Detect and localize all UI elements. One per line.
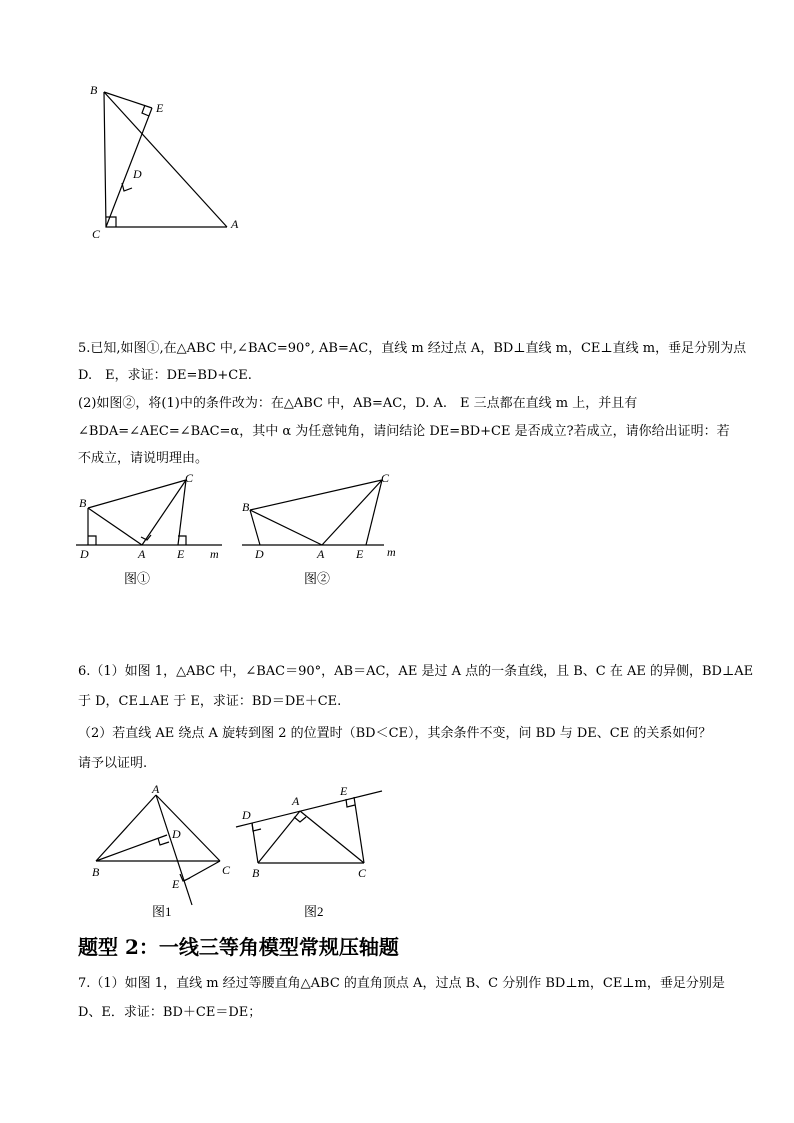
q6-fig2-label-D: D: [242, 808, 251, 822]
q5-line2: D. E，求证：DE=BD+CE.: [78, 368, 252, 383]
q7-line1: 7.（1）如图 1，直线 m 经过等腰直角△ABC 的直角顶点 A，过点 B、C 分别作 BD⊥m，CE⊥m，垂足分别是: [78, 976, 725, 991]
q5-line1: 5.已知,如图①,在△ABC 中,∠BAC=90°, AB=AC，直线 m 经过点 A，BD⊥直线 m，CE⊥直线 m，垂足分别为点: [78, 341, 747, 356]
q5-fig2-label-A: A: [317, 547, 325, 561]
q5-fig1-label-C: C: [185, 471, 194, 485]
q6-fig1-caption: 图1: [152, 904, 172, 919]
q5-line4: ∠BDA=∠AEC=∠BAC=α，其中 α 为任意钝角，请问结论 DE=BD+CE 是否成立?若成立，请你给出证明：若: [78, 424, 730, 439]
q5-fig2-label-m: m: [387, 545, 396, 559]
q5-fig2-label-E: E: [356, 547, 364, 561]
q5-figure-1: [72, 470, 232, 592]
q6-fig1-label-C: C: [222, 863, 231, 877]
q5-fig1-label-D: D: [80, 547, 89, 561]
label-C: C: [92, 227, 101, 241]
q6-fig2-label-C: C: [358, 866, 367, 880]
q5-line5: 不成立，请说明理由。: [78, 451, 209, 466]
q6-fig1-label-D: D: [172, 827, 181, 841]
q7-line2: D、E．求证：BD＋CE＝DE；: [78, 1005, 262, 1020]
label-E: E: [156, 101, 164, 115]
q5-fig2-caption: 图②: [304, 571, 331, 586]
q6-fig1-label-A: A: [152, 783, 160, 796]
q6-fig1-label-E: E: [172, 877, 180, 891]
q6-line2: 于 D，CE⊥AE 于 E，求证：BD＝DE＋CE.: [78, 694, 342, 709]
q6-fig2-caption: 图2: [304, 904, 324, 919]
q5-fig1-caption: 图①: [124, 571, 151, 586]
figure-top-triangle: [80, 76, 250, 246]
q5-line3: (2)如图②，将(1)中的条件改为：在△ABC 中，AB=AC，D. A. E 三点都在直线 m 上，并且有: [78, 396, 638, 411]
q6-fig2-label-A: A: [292, 794, 300, 808]
q5-fig2-label-B: B: [242, 500, 250, 514]
q5-fig1-label-m: m: [210, 547, 219, 561]
section-heading: 题型 2：一线三等角模型常规压轴题: [78, 935, 399, 959]
label-B: B: [90, 83, 98, 97]
q5-fig1-label-E: E: [177, 547, 185, 561]
label-D: D: [133, 167, 142, 181]
q5-fig2-label-D: D: [255, 547, 264, 561]
q6-figure-1: [88, 783, 238, 923]
q5-fig1-label-A: A: [138, 547, 146, 561]
q5-fig2-label-C: C: [381, 471, 390, 485]
q5-figure-2: [238, 470, 408, 592]
q6-line4: 请予以证明.: [78, 756, 148, 771]
q6-fig1-label-B: B: [92, 865, 100, 879]
q6-line3: （2）若直线 AE 绕点 A 旋转到图 2 的位置时（BD＜CE），其余条件不变，问 BD 与 DE、CE 的关系如何？: [78, 726, 712, 741]
label-A: A: [231, 217, 239, 231]
q6-line1: 6.（1）如图 1，△ABC 中，∠BAC＝90°，AB＝AC，AE 是过 A 点的一条直线，且 B、C 在 AE 的异侧，BD⊥AE: [78, 664, 754, 679]
q6-fig2-label-B: B: [252, 866, 260, 880]
q6-fig2-label-E: E: [340, 784, 348, 798]
q5-fig1-label-B: B: [79, 496, 87, 510]
q6-figure-2: [230, 783, 390, 923]
